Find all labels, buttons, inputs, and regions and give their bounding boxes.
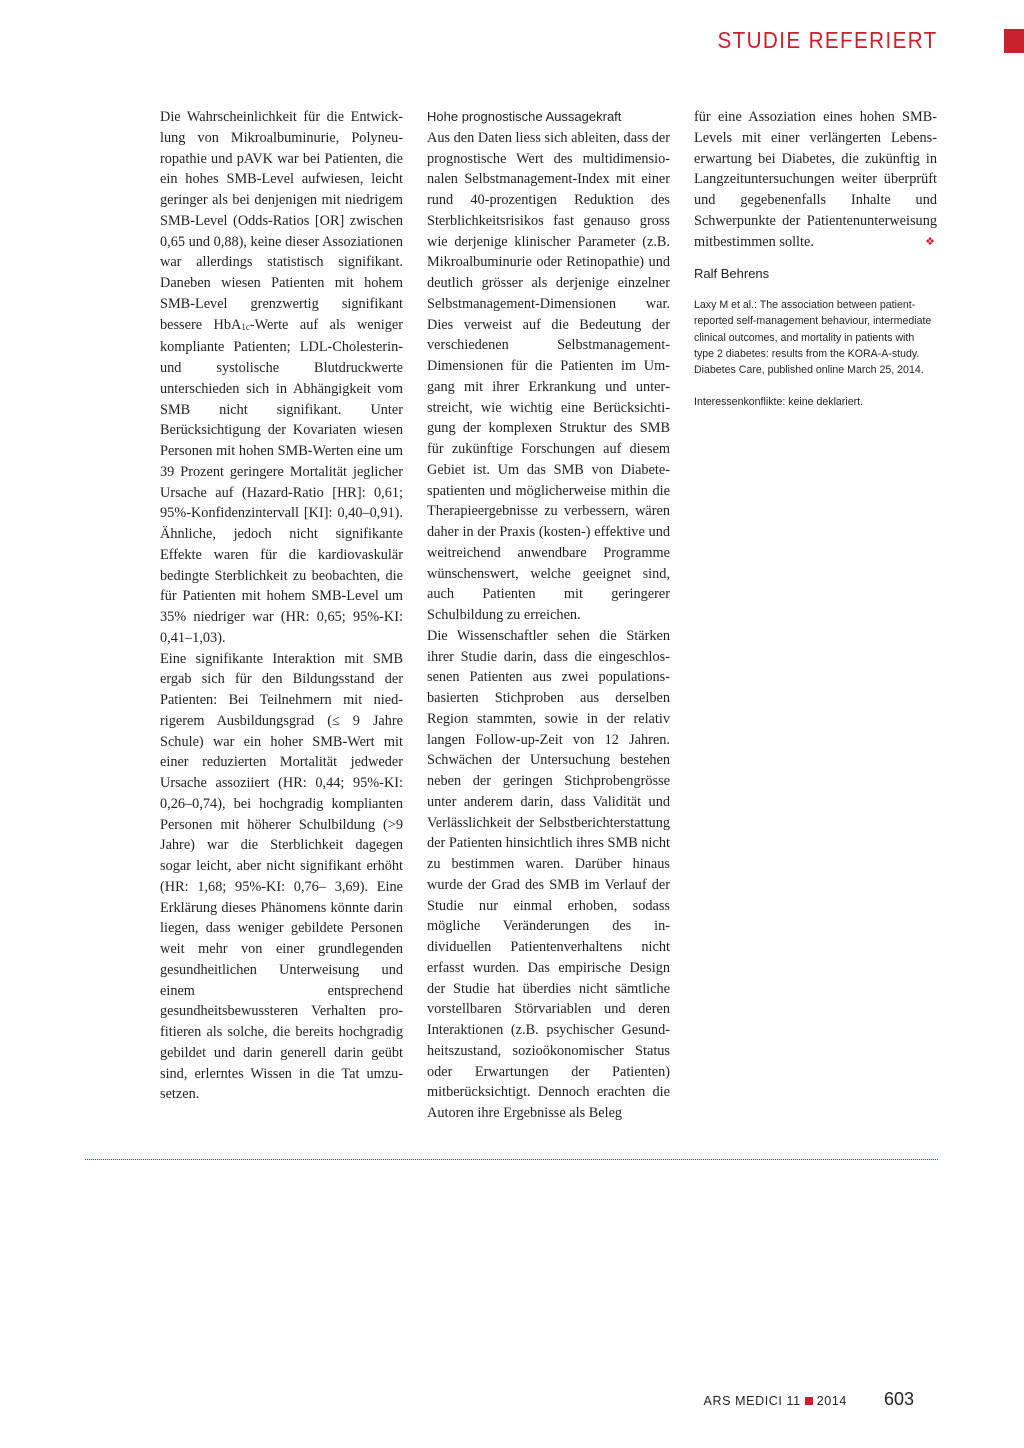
square-separator-icon (805, 1397, 813, 1405)
issue-year: 2014 (816, 1394, 847, 1408)
subheading: Hohe prognostische Aussagekraft (427, 109, 622, 124)
section-header: STUDIE REFERIERT (717, 27, 938, 53)
page-number: 603 (883, 1389, 914, 1409)
paragraph-text: -Werte auf als weniger kompliante Patienten; LDL-Cholesterin- und systolische Blutdruckwerte unterschieden sich in Abhängigkeit vom SMB nicht signifikant. Unter Berücksichtigung der Kovariaten wiesen Personen mit hohen SMB-Werten eine um 39 Prozent geringere Mortalität jeglicher Ursache auf (Hazard-Ratio [HR]: 0,61; 95%-Konfidenzintervall [KI]: 0,40–0,91). Ähnliche, jedoch nicht signifikante Effekte waren für die kardiovaskulär bedingte Sterblichkeit zu beobachten, die für Patienten mit hohem SMB-Level um 35% niedriger war (HR: 0,65; 95%-KI: 0,41–1,03). (160, 316, 403, 646)
paragraph-text: für eine Assoziation eines hohen SMB-Levels mit einer verlängerten Lebenserwartung bei Diabetes, die zukünftig in Langzeituntersuchungen weiter überprüft und gegebenenfalls Inhalte und Schwerpunkte der Patientenunterweisung mitbestimmen sollte. (694, 109, 937, 250)
column-1 (160, 107, 403, 1105)
dotted-divider (85, 1159, 938, 1160)
paragraph: Die Wissenschaftler sehen die Stärken ihrer Studie darin, dass die eingeschlossenen Patienten aus zwei populationsbasierten Stichproben aus derselben Region stammten, sowie in der relativ langen Follow-up-Zeit von 12 Jahren. Schwächen der Untersuchung bestehen neben der geringen Stichprobengrösse unter anderem darin, dass Validität und Verlässlichkeit der Selbstberichterstattung der Patienten hinsichtlich ihres SMB nicht zu bestimmen waren. Darüber hinaus wurde der Grad des SMB im Verlauf der Studie nur einmal erhoben, sodass mögliche Veränderungen des individuellen Patientenverhaltens nicht erfasst wurden. Das empirische Design der Studie hat überdies nicht sämtliche vorstellbaren Störvariablen und deren Interaktionen (z.B. psychischer Gesundheitszustand, sozioökonomischer Status oder Erwartungen der Patienten) mitberücksichtigt. Dennoch erachten die Autoren ihre Ergebnisse als Beleg (427, 627, 670, 1121)
header-accent-block (1004, 29, 1024, 53)
paragraph: Eine signifikante Interaktion mit SMB ergab sich für den Bildungsstand der Patienten: Bei Teilnehmern mit niedrigerem Ausbildungsgrad (≤ 9 Jahre Schule) war ein hoher SMB-Wert mit einer reduzierten Mortalität jedweder Ursache assoziiert (HR: 0,44; 95%-KI: 0,26–0,74), bei hochgradig komplianten Personen mit höherer Schulbildung (>9 Jahre) war die Sterblichkeit dagegen sogar leicht, aber nicht signifikant erhöht (HR: 1,68; 95%-KI: 0,76– 3,69). Eine Erklärung dieses Phänomens könnte darin liegen, dass weniger gebildete Personen weit mehr von einer grundlegenden gesundheitlichen Unterweisung und einem entsprechend gesundheitsbewussteren Verhalten profitieren als solche, die bereits hochgradig gebildet und darin generell darin geübt sind, erlerntes Wissen in die Tat umzusetzen. (160, 650, 403, 1103)
author-name: Ralf Behrens (694, 266, 770, 282)
journal-name: ARS MEDICI 11 (703, 1394, 801, 1408)
conflicts-of-interest: Interessenkonflikte: keine deklariert. (694, 396, 863, 409)
paragraph-text: Die Wahrscheinlichkeit für die Entwicklung von Mikroalbuminurie, Polyneuropathie und pAVK war bei Patienten, die ein hohes SMB-Level aufwiesen, leicht geringer als bei denjenigen mit niedrigem SMB-Level (Odds-Ratios [OR] zwischen 0,65 und 0,88), keine dieser Assoziationen war allerdings statistisch signifikant. Daneben wiesen Patienten mit hohem SMB-Level grenzwertig signifikant bessere HbA (160, 109, 403, 333)
column-3 (694, 107, 937, 410)
paragraph (694, 107, 937, 252)
page-footer (704, 1389, 914, 1410)
paragraph (160, 107, 403, 649)
end-of-article-icon: ❖ (925, 234, 935, 248)
column-2 (427, 107, 670, 1124)
paragraph: Aus den Daten liess sich ableiten, dass der prognostische Wert des multidimensionalen Selbstmanagement-Index mit einer rund 40-prozentigen Reduktion des Sterblichkeitsrisikos fast genauso gross wie derjenige klinischer Parameter (z.B. Mikroalbuminurie oder Retinopathie) und deutlich grösser als derjenige einzelner Selbstmanagement-Dimensionen war. Dies verweist auf die Bedeutung der verschiedenen Selbstmanagement-Dimensionen für die Patienten im Umgang mit ihrer Erkrankung und unterstreicht, wie wichtig eine Berücksichtigung der komplexen Struktur des SMB für zukünftige Forschungen auf diesem Gebiet ist. Um das SMB von Diabetespatienten und möglicherweise mithin die Therapieergebnisse zu verbessern, wären daher in der Praxis (kosten-) effektive und weitreichend anwendbare Programme wünschenswert, welche geeignet sind, auch Patienten mit geringerer Schulbildung zu erreichen. (427, 129, 670, 623)
hba-subscript: 1c (241, 321, 250, 332)
reference: Laxy M et al.: The association between patient-reported self-management behaviour, intermediate clinical outcomes, and mortality in patients with type 2 diabetes: results from the KORA-A-study. Diabetes Care, published online March 25, 2014. (694, 299, 932, 377)
